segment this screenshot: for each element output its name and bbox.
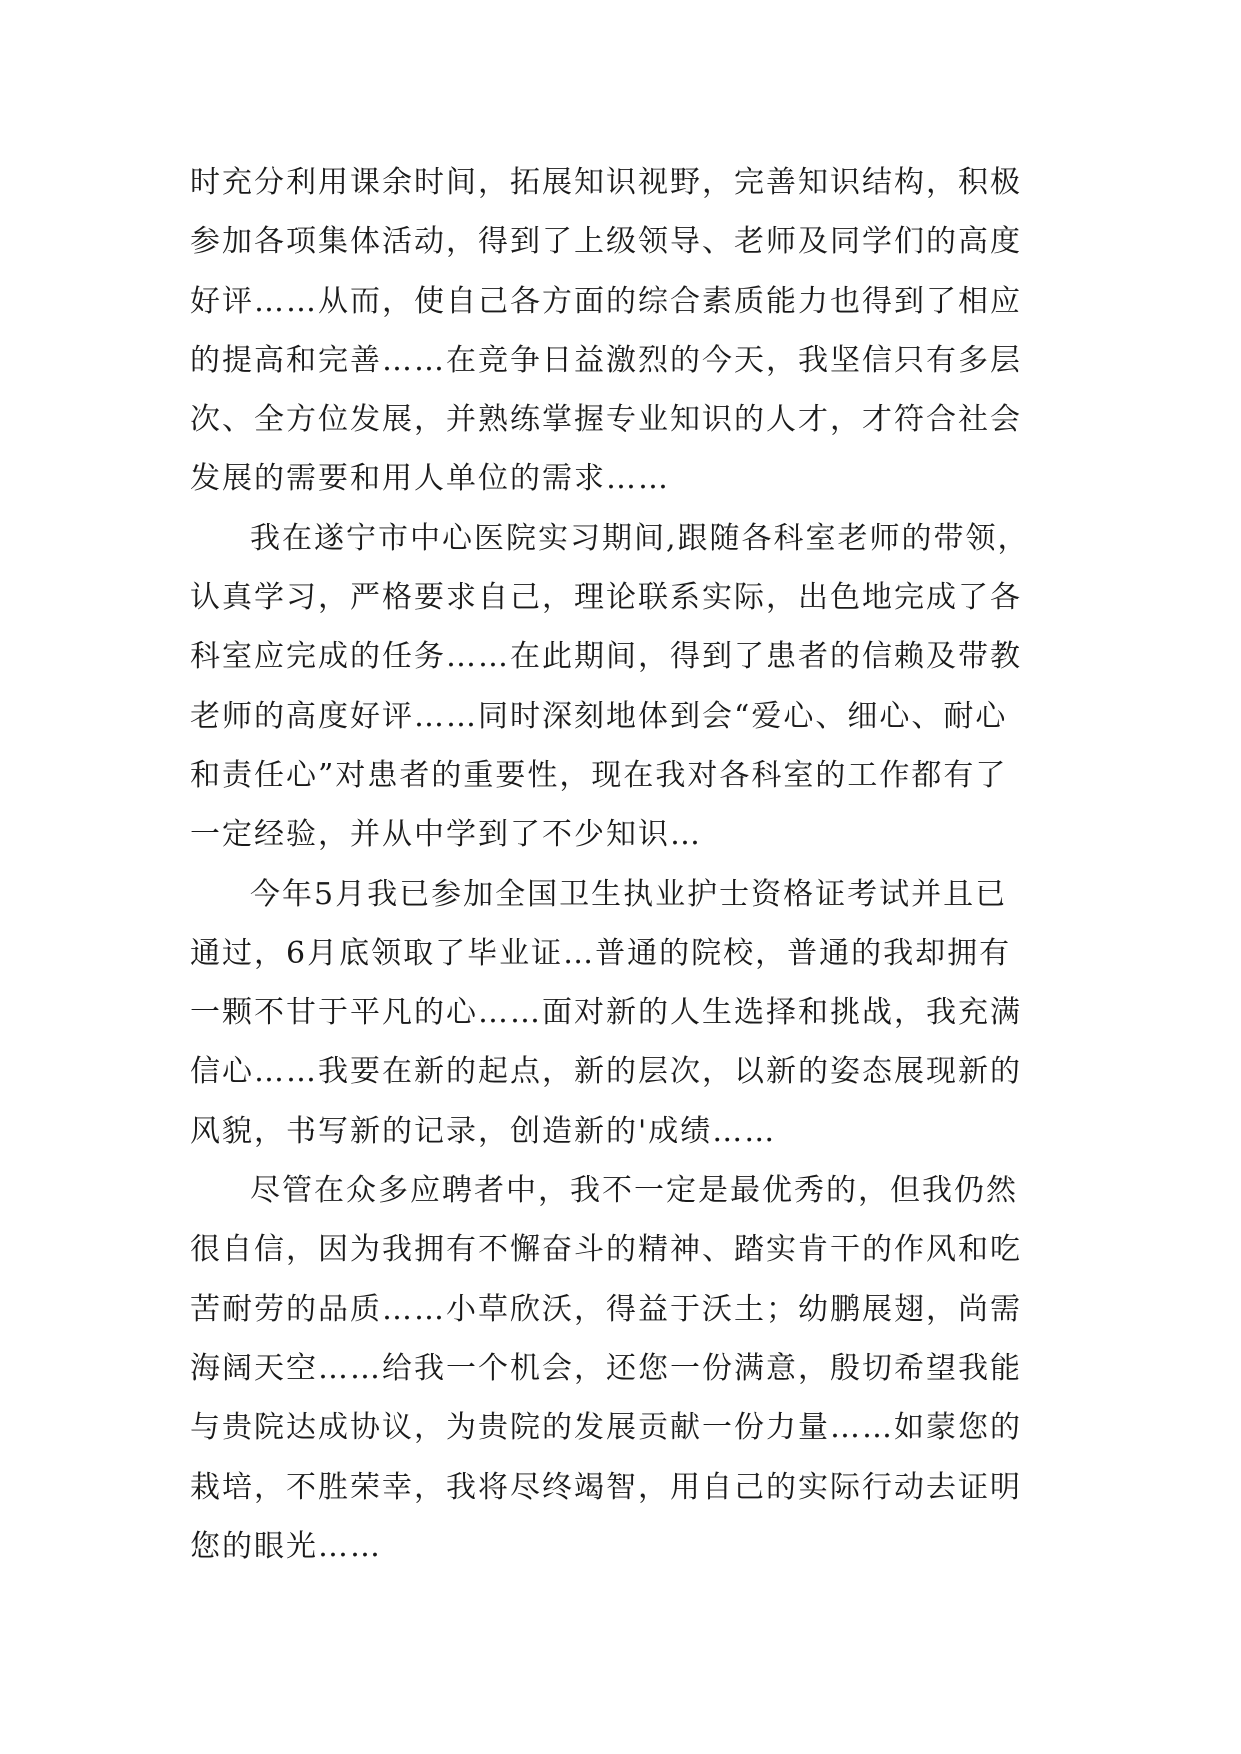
paragraph-2 bbox=[190, 509, 1050, 865]
text-line: 一定经验，并从中学到了不少知识… bbox=[190, 817, 702, 853]
text-line: 风貌，书写新的记录，创造新的'成绩…… bbox=[190, 1113, 777, 1149]
text-line: 参加各项集体活动，得到了上级领导、老师及同学们的高度 bbox=[190, 224, 1022, 260]
text-line: 海阔天空……给我一个机会，还您一份满意，殷切希望我能 bbox=[190, 1350, 1022, 1386]
text-line: 信心……我要在新的起点，新的层次，以新的姿态展现新的 bbox=[190, 1054, 1022, 1090]
text-line: 苦耐劳的品质……小草欣沃，得益于沃土；幼鹏展翅，尚需 bbox=[190, 1291, 1022, 1327]
paragraph-3 bbox=[190, 865, 1050, 1161]
text-line: 老师的高度好评……同时深刻地体到会“爱心、细心、耐心 bbox=[190, 698, 1008, 734]
text-line-first: 今年5月我已参加全国卫生执业护士资格证考试并且已 bbox=[250, 876, 1008, 912]
text-line: 次、全方位发展，并熟练掌握专业知识的人才，才符合社会 bbox=[190, 402, 1022, 438]
text-line-first: 尽管在众多应聘者中，我不一定是最优秀的，但我仍然 bbox=[250, 1173, 1018, 1209]
text-line: 的提高和完善……在竞争日益激烈的今天，我坚信只有多层 bbox=[190, 342, 1022, 378]
text-line: 很自信，因为我拥有不懈奋斗的精神、踏实肯干的作风和吃 bbox=[190, 1232, 1022, 1268]
text-line: 您的眼光…… bbox=[190, 1528, 382, 1564]
letter-body bbox=[190, 153, 1050, 1576]
text-line: 发展的需要和用人单位的需求…… bbox=[190, 461, 670, 497]
text-line: 认真学习，严格要求自己，理论联系实际，出色地完成了各 bbox=[190, 580, 1022, 616]
text-line: 时充分利用课余时间，拓展知识视野，完善知识结构，积极 bbox=[190, 165, 1022, 200]
text-line-first: 我在遂宁市中心医院实习期间,跟随各科室老师的带领， bbox=[250, 520, 1030, 556]
text-line: 好评……从而，使自己各方面的综合素质能力也得到了相应 bbox=[190, 283, 1022, 319]
paragraph-1 bbox=[190, 153, 1050, 509]
text-line: 科室应完成的任务……在此期间，得到了患者的信赖及带教 bbox=[190, 639, 1022, 675]
text-line: 一颗不甘于平凡的心……面对新的人生选择和挑战，我充满 bbox=[190, 995, 1022, 1031]
paragraph-4 bbox=[190, 1161, 1050, 1576]
text-line: 与贵院达成协议，为贵院的发展贡献一份力量……如蒙您的 bbox=[190, 1410, 1022, 1446]
text-line: 和责任心”对患者的重要性，现在我对各科室的工作都有了 bbox=[190, 757, 1008, 793]
text-line: 通过，6月底领取了毕业证…普通的院校，普通的我却拥有 bbox=[190, 935, 1012, 971]
text-line: 栽培，不胜荣幸，我将尽终竭智，用自己的实际行动去证明 bbox=[190, 1469, 1022, 1505]
